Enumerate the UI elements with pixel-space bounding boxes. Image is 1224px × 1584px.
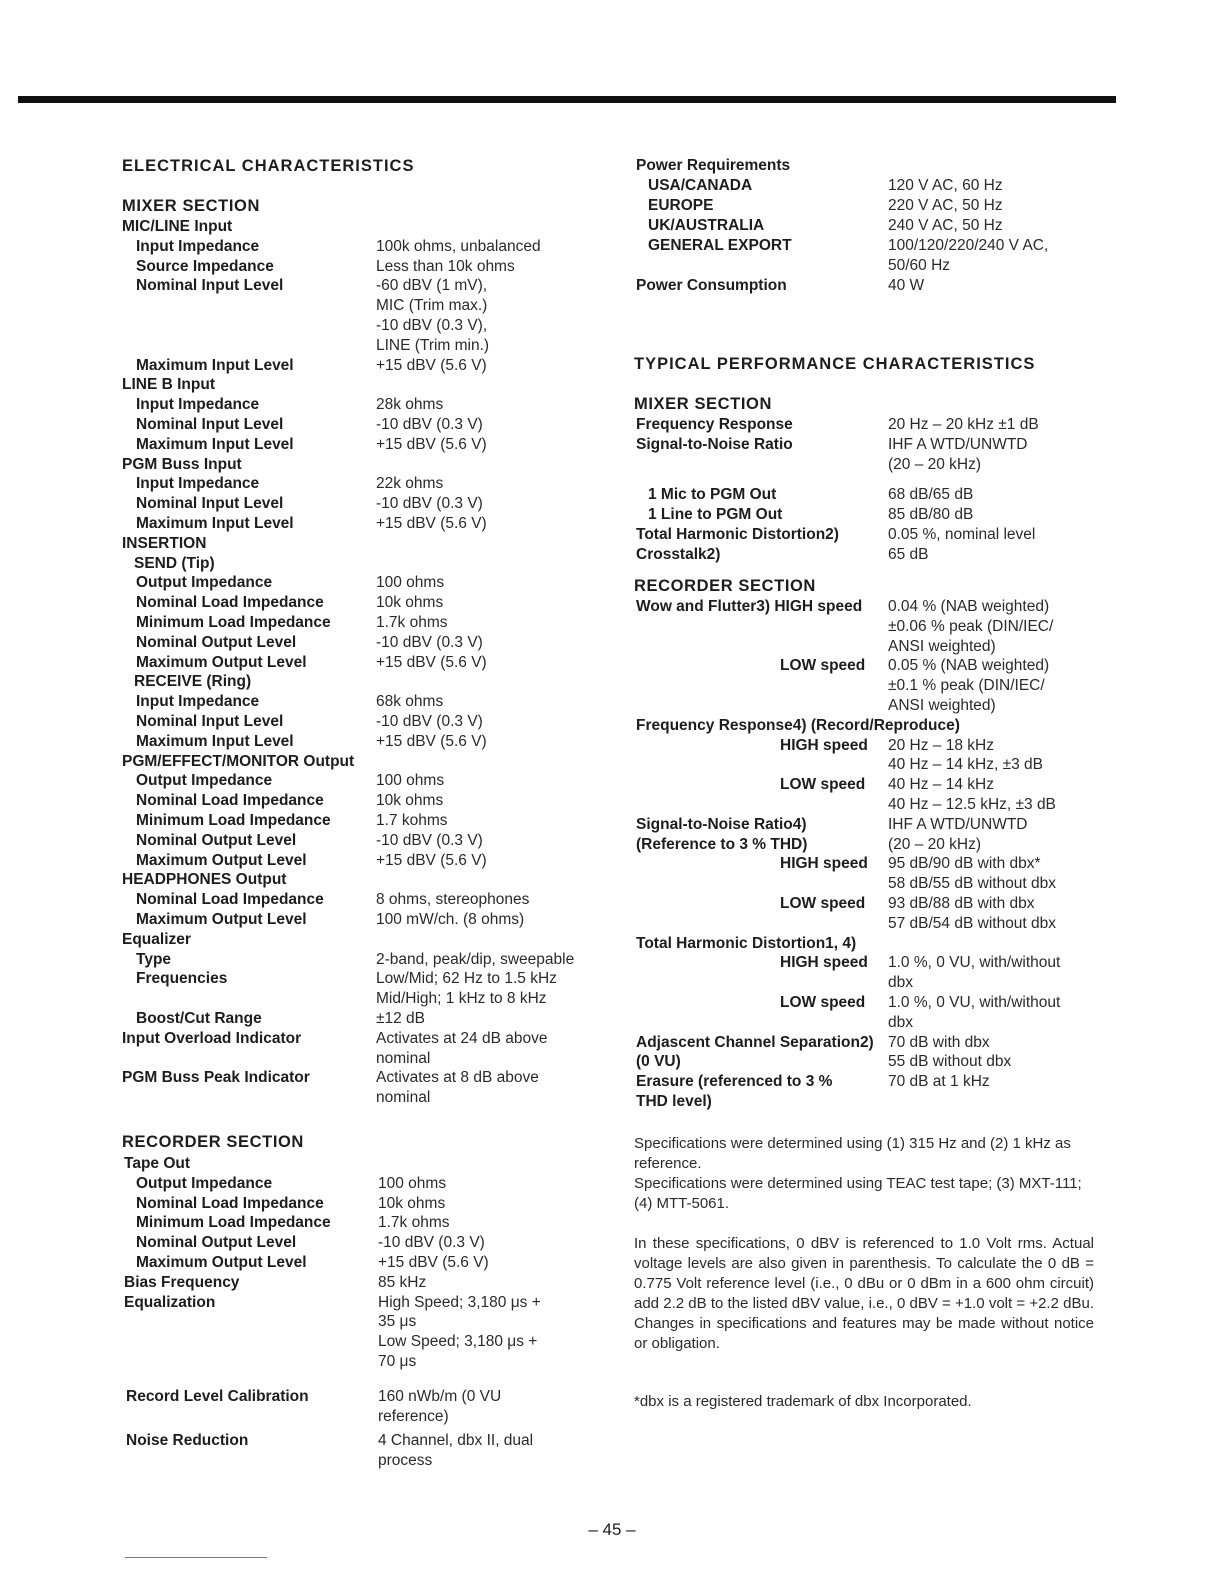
spec-label: Adjascent Channel Separation2)	[636, 1033, 874, 1051]
spec-value: +15 dBV (5.6 V)	[378, 1254, 489, 1271]
spec-value: 100 mW/ch. (8 ohms)	[376, 911, 525, 928]
spec-label: Maximum Input Level	[136, 356, 294, 374]
spec-value: +15 dBV (5.6 V)	[376, 356, 487, 374]
spec-label: Equalizer	[122, 930, 191, 948]
spec-value: Less than 10k ohms	[376, 257, 515, 275]
spec-label: 1 Line to PGM Out	[648, 506, 783, 523]
spec-label: Tape Out	[124, 1155, 191, 1172]
spec-label: Minimum Load Impedance	[136, 812, 331, 829]
spec-value: 40 Hz – 14 kHz	[888, 776, 994, 794]
spec-value: High Speed; 3,180 μs +	[378, 1293, 541, 1311]
spec-label: UK/AUSTRALIA	[648, 217, 765, 234]
spec-label: RECEIVE (Ring)	[134, 673, 252, 691]
spec-value: -10 dBV (0.3 V)	[376, 416, 483, 433]
spec-label: GENERAL EXPORT	[648, 237, 792, 254]
spec-value: 1.0 %, 0 VU, with/without	[888, 954, 1061, 972]
typical-recorder-heading: RECORDER SECTION	[634, 577, 816, 595]
spec-label: Signal-to-Noise Ratio4)	[636, 815, 807, 833]
spec-value: 20 Hz – 18 kHz	[888, 736, 994, 754]
spec-label: (Reference to 3 % THD)	[636, 835, 808, 853]
spec-value: IHF A WTD/UNWTD	[888, 436, 1028, 453]
spec-label: Nominal Load Impedance	[136, 594, 324, 612]
spec-value: 100 ohms	[376, 772, 445, 790]
spec-label: Power Consumption	[636, 277, 787, 294]
recorder-heading: RECORDER SECTION	[122, 1133, 304, 1151]
note-trademark: *dbx is a registered trademark of dbx Incorporated.	[634, 1393, 972, 1410]
spec-label: Nominal Load Impedance	[136, 792, 324, 810]
spec-value: -10 dBV (0.3 V),	[376, 317, 488, 334]
spec-label: 1 Mic to PGM Out	[648, 486, 777, 503]
spec-value: -10 dBV (0.3 V)	[378, 1234, 485, 1252]
spec-value: 100 ohms	[376, 574, 445, 592]
spec-value: 70 μs	[378, 1353, 417, 1370]
spec-label: THD level)	[636, 1093, 712, 1110]
spec-value: 240 V AC, 50 Hz	[888, 217, 1003, 234]
spec-value: ANSI weighted)	[888, 697, 996, 714]
spec-label: Total Harmonic Distortion1, 4)	[636, 934, 857, 952]
spec-value: +15 dBV (5.6 V)	[376, 435, 487, 453]
spec-value: 68k ohms	[376, 693, 444, 711]
spec-label: PGM/EFFECT/MONITOR Output	[122, 752, 355, 770]
spec-value: dbx	[888, 1013, 913, 1031]
spec-value: 10k ohms	[378, 1194, 446, 1212]
spec-value: 0.05 % (NAB weighted)	[888, 657, 1050, 675]
typical-mixer-heading: MIXER SECTION	[634, 395, 772, 413]
spec-label: Input Impedance	[136, 396, 260, 414]
spec-value: ±0.1 % peak (DIN/IEC/	[888, 677, 1045, 695]
spec-label: MIC/LINE Input	[122, 218, 233, 235]
spec-label: Frequency Response	[636, 416, 793, 433]
spec-label: Output Impedance	[136, 1174, 273, 1192]
spec-label: Total Harmonic Distortion2)	[636, 526, 839, 543]
spec-value: 1.0 %, 0 VU, with/without	[888, 994, 1061, 1011]
spec-value: 1.7 kohms	[376, 812, 448, 829]
spec-label: Crosstalk2)	[636, 546, 721, 563]
spec-value: +15 dBV (5.6 V)	[376, 515, 487, 532]
spec-value: 35 μs	[378, 1313, 417, 1331]
spec-value: LINE (Trim min.)	[376, 336, 490, 354]
spec-value: 40 Hz – 14 kHz, ±3 dB	[888, 756, 1043, 774]
spec-value: 65 dB	[888, 546, 929, 563]
spec-value: -10 dBV (0.3 V)	[376, 831, 483, 849]
spec-value: 70 dB at 1 kHz	[888, 1073, 990, 1091]
spec-value: nominal	[376, 1049, 431, 1067]
spec-value: 20 Hz – 20 kHz ±1 dB	[888, 416, 1039, 433]
note-reference: Specifications were determined using (1) 315 Hz and (2) 1 kHz as reference.	[634, 1135, 1071, 1172]
spec-label: Nominal Output Level	[136, 633, 297, 651]
spec-label: PGM Buss Peak Indicator	[122, 1069, 310, 1087]
spec-label: HIGH speed	[780, 954, 868, 972]
spec-value: 0.04 % (NAB weighted)	[888, 598, 1050, 615]
spec-value: ANSI weighted)	[888, 637, 996, 655]
spec-label: Maximum Input Level	[136, 515, 294, 532]
spec-value: 57 dB/54 dB without dbx	[888, 914, 1057, 932]
spec-value: 58 dB/55 dB without dbx	[888, 875, 1057, 893]
mixer-heading: MIXER SECTION	[122, 197, 260, 215]
spec-value: 95 dB/90 dB with dbx*	[888, 855, 1041, 873]
spec-value: 22k ohms	[376, 475, 444, 493]
spec-label: HIGH speed	[780, 855, 868, 873]
spec-value: 50/60 Hz	[888, 257, 951, 274]
spec-label: Input Impedance	[136, 693, 260, 711]
spec-label: LINE B Input	[122, 376, 215, 394]
spec-value: 100 ohms	[378, 1174, 447, 1192]
spec-value: 8 ohms, stereophones	[376, 891, 530, 909]
spec-value: MIC (Trim max.)	[376, 297, 488, 315]
spec-value: ±12 dB	[376, 1010, 426, 1027]
note-dbv: In these specifications, 0 dBV is referenced to 1.0 Volt rms. Actual voltage levels are also given in parenthesis. To calculate the 0 dB = 0.775 Volt reference level (i.e., 0 dBu or 0 dBm in a 600 ohm circuit) add 2.2 dB to the listed dBV value, i.e., 0 dBV = +1.0 volt = +2.2 dBu. Changes in specifications and features may be made without notice or obligation.	[634, 1235, 1094, 1352]
spec-value: 4 Channel, dbx II, dual	[378, 1432, 534, 1450]
spec-label: Nominal Output Level	[136, 1234, 297, 1252]
spec-value: 85 dB/80 dB	[888, 506, 974, 523]
spec-value: 85 kHz	[378, 1273, 427, 1291]
spec-value: 40 Hz – 12.5 kHz, ±3 dB	[888, 796, 1056, 813]
spec-label: HEADPHONES Output	[122, 871, 287, 889]
spec-label: SEND (Tip)	[134, 554, 215, 572]
spec-label: LOW speed	[780, 776, 866, 794]
spec-value: 40 W	[888, 277, 925, 294]
spec-label: Erasure (referenced to 3 %	[636, 1073, 833, 1091]
bottom-rule	[125, 1557, 267, 1558]
spec-label: Power Requirements	[636, 157, 791, 174]
spec-value: 100k ohms, unbalanced	[376, 237, 541, 255]
spec-value: +15 dBV (5.6 V)	[376, 851, 487, 869]
spec-value: -10 dBV (0.3 V)	[376, 713, 483, 730]
spec-label: Nominal Load Impedance	[136, 891, 324, 909]
spec-label: Output Impedance	[136, 574, 273, 592]
spec-label: PGM Buss Input	[122, 455, 242, 473]
spec-label: Maximum Input Level	[136, 732, 294, 750]
spec-value: 55 dB without dbx	[888, 1053, 1012, 1071]
spec-value: Low Speed; 3,180 μs +	[378, 1333, 538, 1351]
spec-label: Nominal Output Level	[136, 831, 297, 849]
spec-value: Activates at 8 dB above	[376, 1069, 539, 1087]
spec-label: Minimum Load Impedance	[136, 1214, 331, 1232]
spec-label: Nominal Input Level	[136, 713, 284, 730]
spec-label: Maximum Output Level	[136, 911, 307, 928]
spec-value: process	[378, 1452, 433, 1470]
spec-value: 1.7k ohms	[376, 614, 448, 631]
spec-value: 1.7k ohms	[378, 1214, 450, 1232]
spec-value: nominal	[376, 1089, 431, 1107]
section-title: ELECTRICAL CHARACTERISTICS	[122, 157, 415, 175]
spec-value: Low/Mid; 62 Hz to 1.5 kHz	[376, 970, 557, 988]
spec-value: 10k ohms	[376, 792, 444, 810]
spec-value: +15 dBV (5.6 V)	[376, 653, 487, 671]
spec-label: Source Impedance	[136, 257, 274, 275]
spec-label: Input Impedance	[136, 475, 260, 493]
spec-label: EUROPE	[648, 197, 714, 214]
spec-label: Equalization	[124, 1293, 216, 1311]
spec-value: 220 V AC, 50 Hz	[888, 197, 1003, 214]
spec-value: 120 V AC, 60 Hz	[888, 177, 1003, 194]
spec-label: Nominal Input Level	[136, 495, 284, 513]
spec-value: -10 dBV (0.3 V)	[376, 495, 483, 513]
spec-label: Nominal Input Level	[136, 416, 284, 433]
spec-label: (0 VU)	[636, 1053, 681, 1071]
spec-value: 160 nWb/m (0 VU	[378, 1387, 502, 1405]
spec-value: 100/120/220/240 V AC,	[888, 237, 1049, 254]
spec-value: reference)	[378, 1407, 449, 1425]
spec-value: (20 – 20 kHz)	[888, 835, 982, 853]
spec-value: 93 dB/88 dB with dbx	[888, 895, 1035, 912]
spec-label: Maximum Output Level	[136, 653, 307, 671]
spec-label: Record Level Calibration	[126, 1387, 309, 1405]
spec-value: Activates at 24 dB above	[376, 1029, 548, 1047]
spec-label: Signal-to-Noise Ratio	[636, 436, 793, 453]
spec-label: Input Overload Indicator	[122, 1029, 302, 1047]
note-test-tape: Specifications were determined using TEAC test tape; (3) MXT-111; (4) MTT-5061.	[634, 1175, 1082, 1212]
spec-label: Nominal Load Impedance	[136, 1194, 324, 1212]
spec-label: Minimum Load Impedance	[136, 614, 331, 631]
spec-value: -10 dBV (0.3 V)	[376, 633, 483, 651]
spec-label: INSERTION	[122, 534, 207, 552]
spec-value: 0.05 %, nominal level	[888, 526, 1036, 543]
spec-label: Wow and Flutter3) HIGH speed	[636, 598, 863, 615]
spec-value: 2-band, peak/dip, sweepable	[376, 950, 575, 968]
spec-value: +15 dBV (5.6 V)	[376, 732, 487, 750]
spec-label: LOW speed	[780, 895, 866, 912]
spec-value: 70 dB with dbx	[888, 1033, 990, 1051]
page-number: – 45 –	[588, 1520, 636, 1539]
spec-label: Nominal Input Level	[136, 277, 284, 295]
spec-value: -60 dBV (1 mV),	[376, 277, 488, 295]
spec-value: dbx	[888, 974, 913, 992]
spec-label: HIGH speed	[780, 736, 868, 754]
spec-value: IHF A WTD/UNWTD	[888, 815, 1028, 833]
spec-value: Mid/High; 1 kHz to 8 kHz	[376, 990, 547, 1008]
spec-label: Output Impedance	[136, 772, 273, 790]
spec-value: 10k ohms	[376, 594, 444, 612]
spec-label: USA/CANADA	[648, 177, 753, 194]
spec-value: ±0.06 % peak (DIN/IEC/	[888, 617, 1054, 635]
spec-label: Type	[136, 950, 172, 968]
spec-label: Bias Frequency	[124, 1273, 240, 1291]
spec-label: Input Impedance	[136, 237, 260, 255]
spec-value: (20 – 20 kHz)	[888, 456, 982, 473]
spec-value: 68 dB/65 dB	[888, 486, 974, 503]
spec-label: Maximum Output Level	[136, 1254, 307, 1271]
spec-label: Maximum Input Level	[136, 435, 294, 453]
spec-label: LOW speed	[780, 657, 866, 675]
spec-label: Noise Reduction	[126, 1432, 249, 1450]
top-rule	[18, 96, 1116, 103]
spec-label: Maximum Output Level	[136, 851, 307, 869]
spec-label: Boost/Cut Range	[136, 1010, 262, 1027]
spec-label: Frequency Response4) (Record/Reproduce)	[636, 716, 960, 734]
typical-title: TYPICAL PERFORMANCE CHARACTERISTICS	[634, 355, 1036, 373]
spec-label: LOW speed	[780, 994, 866, 1011]
spec-label: Frequencies	[136, 970, 228, 988]
spec-value: 28k ohms	[376, 396, 444, 414]
